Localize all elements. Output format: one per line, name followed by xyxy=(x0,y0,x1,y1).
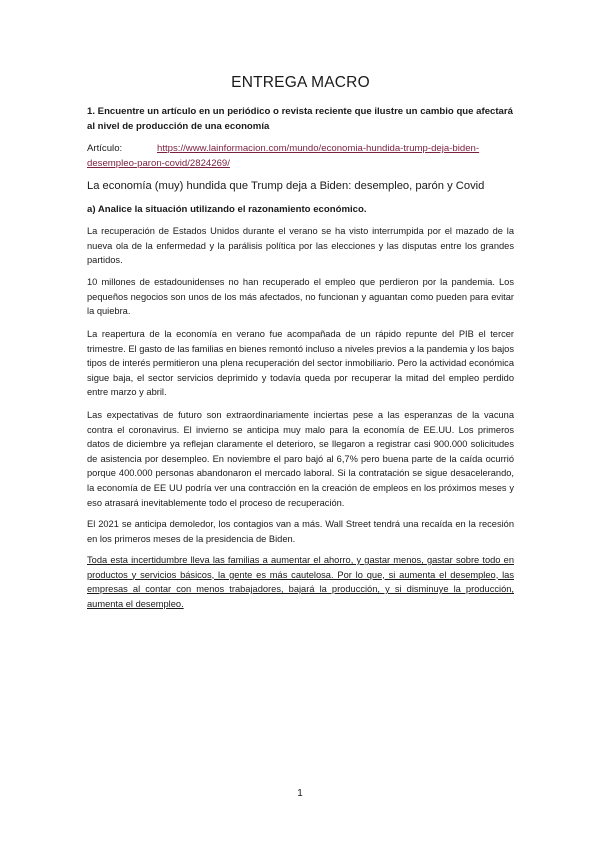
question-1: 1. Encuentre un artículo en un periódico o revista reciente que ilustre un cambio que afectará al nivel de producción de una economía xyxy=(87,106,513,132)
article-reference xyxy=(87,141,514,171)
page-number: 1 xyxy=(297,788,303,799)
paragraph-2: 10 millones de estadounidenses no han recuperado el empleo que perdieron por la pandemia. Los pequeños negocios son unos de los más afectados, no funcionan y aguantan como pueden para evitar la quiebra. xyxy=(87,277,514,317)
subquestion-a: a) Analice la situación utilizando el razonamiento económico. xyxy=(87,204,367,215)
page-title: ENTREGA MACRO xyxy=(231,74,370,91)
paragraph-1: La recuperación de Estados Unidos durante el verano se ha visto interrumpida por el mazado de la nueva ola de la enfermedad y la parálisis política por las elecciones y las disputas entre los grandes partidos. xyxy=(87,226,514,266)
article-link[interactable]: https://www.lainformacion.com/mundo/economia-hundida-trump-deja-biden-desempleo-paron-covid/2824269/ xyxy=(87,143,480,169)
paragraph-conclusion: Toda esta incertidumbre lleva las familias a aumentar el ahorro, y gastar menos, gastar sobre todo en productos y servicios básicos, la gente es más cautelosa. Por lo que, si aumenta el desempleo, las empresas al contar con menos trabajadores, bajará la producción, y si disminuye la producción, aumenta el desempleo. xyxy=(87,555,514,609)
article-label: Artículo: xyxy=(87,143,123,154)
paragraph-4: Las expectativas de futuro son extraordinariamente inciertas pese a las esperanzas de la vacuna contra el coronavirus. El invierno se anticipa muy malo para la economía de EE.UU. Los primeros datos de diciembre ya reflejan claramente el deterioro, se llegaron a registrar casi 900.000 solicitudes de asistencia por desempleo. En noviembre el paro bajó al 6,7% pero buena parte de la caída ocurrió porque 400.000 personas abandonaron el mercado laboral. Si la contratación se sigue desacelerando, la economía de EE UU podría ver una contracción en la creación de empleos en los próximos meses y eso atrasará inevitablemente todo el proceso de recuperación. xyxy=(87,410,514,508)
paragraph-5: El 2021 se anticipa demoledor, los contagios van a más. Wall Street tendrá una recaída en la recesión en los primeros meses de la presidencia de Biden. xyxy=(87,519,514,544)
article-headline: La economía (muy) hundida que Trump deja a Biden: desempleo, parón y Covid xyxy=(87,180,485,192)
paragraph-3: La reapertura de la economía en verano fue acompañada de un rápido repunte del PIB el tercer trimestre. El gasto de las familias en bienes remontó incluso a niveles previos a la pandemia y los bajos tipos de interés permitieron una plena recuperación del sector inmobiliario. Pero la actividad económica sigue baja, el sector servicios deprimido y todavía queda por recuperar la mitad del empleo perdido entre marzo y abril. xyxy=(87,329,514,398)
